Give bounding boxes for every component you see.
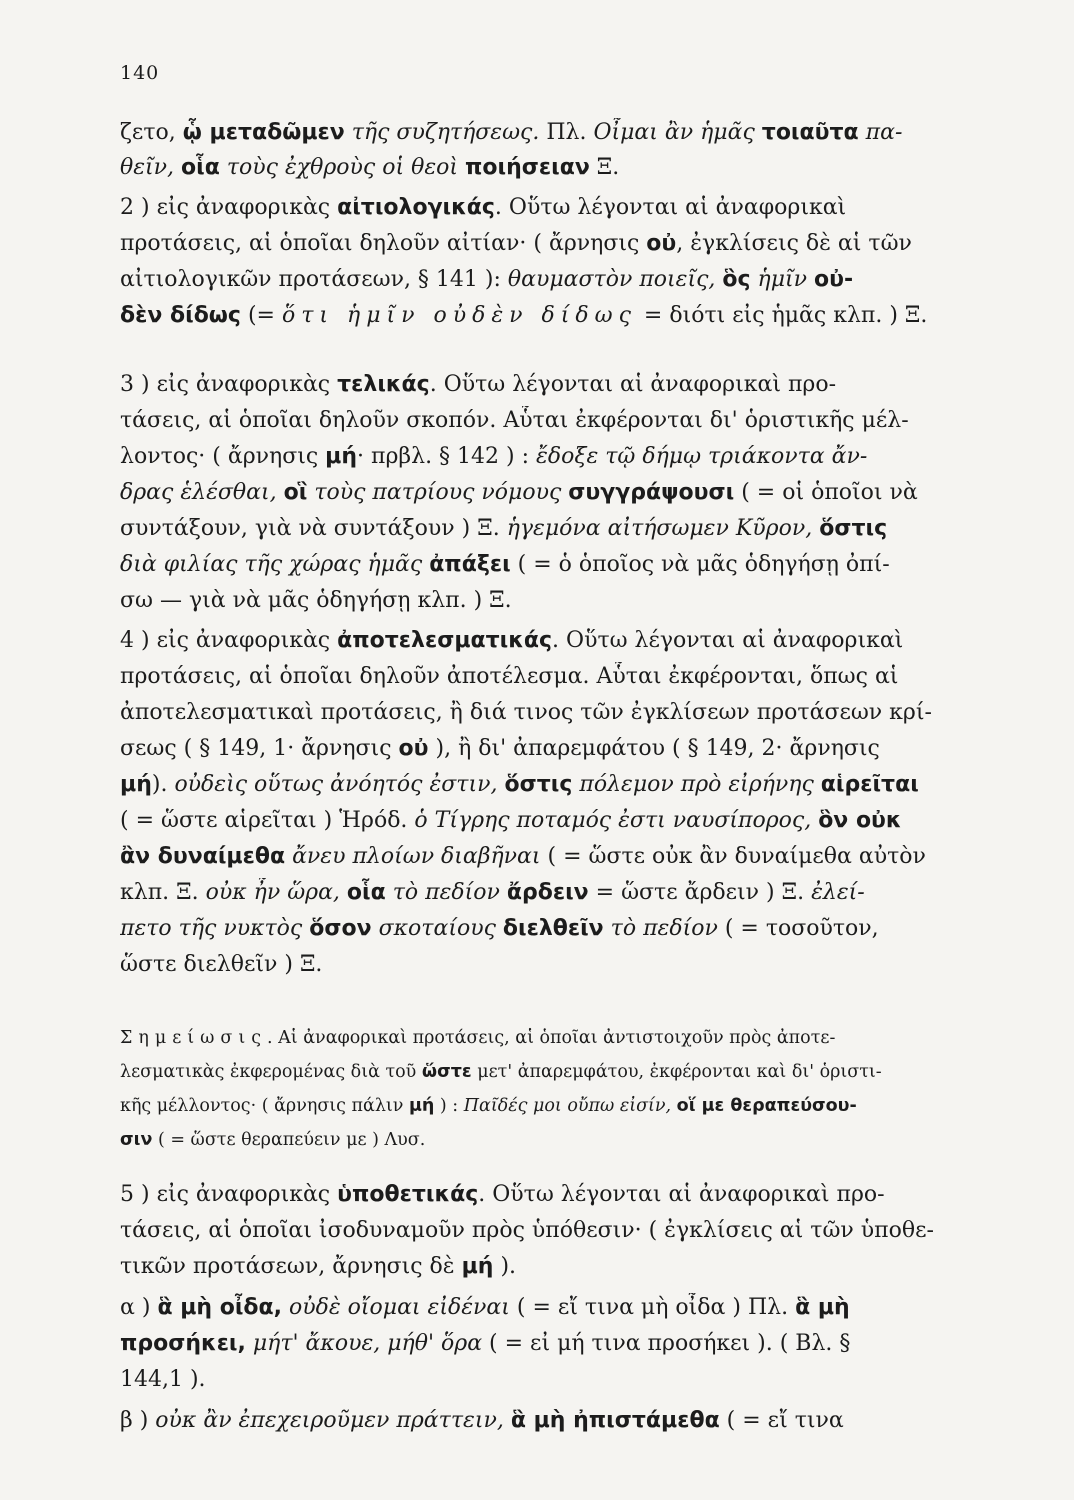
text-run: τῆς συζητήσεως. [344, 120, 540, 145]
text-run: = ὥστε ἄρδειν ) Ξ. [588, 880, 812, 905]
text-run: ) : [434, 1096, 464, 1116]
text-run: ( = οἱ ὁποῖοι νὰ [734, 480, 918, 505]
text-line [120, 1293, 1000, 1323]
text-run: · πρβλ. § 142 ) : [357, 444, 537, 469]
bold-term: ὃν οὐκ [818, 808, 902, 833]
text-line [120, 1125, 1000, 1155]
text-run: Σημείωσις [120, 1028, 268, 1048]
text-run: . Αἱ ἀναφορικαὶ προτάσεις, αἱ ὁποῖαι ἀντιστοιχοῦν πρὸς ἀποτε- [267, 1028, 836, 1048]
text-run: κῆς μέλλοντος· ( ἄρνησις πάλιν [120, 1096, 409, 1116]
bold-term: αἱρεῖται [820, 772, 919, 797]
text-run: σεως ( § 149, 1· ἄρνησις [120, 736, 399, 761]
bold-term: ἃ μὴ [795, 1295, 850, 1320]
text-line [120, 1091, 1000, 1121]
text-run: ( = εἴ τινα μὴ οἶδα ) Πλ. [516, 1295, 796, 1320]
text-run: . Οὕτω λέγονται αἱ ἀναφορικαὶ [552, 628, 904, 653]
bold-term: ὅστις [819, 516, 888, 541]
text-run: ( = τοσοῦτον, [724, 916, 879, 941]
text-run: οὐκ ἂν ἐπεχειροῦμεν πράττειν, [155, 1408, 511, 1433]
text-line [120, 229, 1000, 259]
bold-term: δὲν δίδως [120, 303, 241, 328]
bold-term: οὐ [646, 231, 677, 256]
text-run: οὐδὲ οἴομαι εἰδέναι [282, 1295, 517, 1320]
bold-term: ἀπάξει [429, 552, 511, 577]
text-line [120, 950, 1000, 980]
text-line [120, 878, 1000, 908]
text-run: ( = ὥστε αἱρεῖται ) Ἡρόδ. [120, 808, 415, 833]
text-run: πα- [858, 120, 903, 145]
text-line [120, 193, 1000, 223]
text-run: σκοταίους [371, 916, 503, 941]
text-run: πετο τῆς νυκτὸς [120, 916, 310, 941]
text-run: ὁ Τίγρης ποταμός ἐστι ναυσίπορος, [414, 808, 819, 833]
text-run: τὸ πεδίον [603, 916, 725, 941]
text-run: . Οὕτω λέγονται αἱ ἀναφορικαὶ προ- [429, 372, 837, 397]
bold-term: ἄρδειν [506, 880, 589, 905]
text-run: ἀποτελεσματικαὶ προτάσεις, ἢ διά τινος τῶν ἐγκλίσεων προτάσεων κρί- [120, 700, 932, 725]
text-run: 5 ) εἰς ἀναφορικὰς [120, 1182, 338, 1207]
text-line [120, 734, 1000, 764]
bold-term: ὅστις [504, 772, 573, 797]
text-line [120, 442, 1000, 472]
bold-term: οἵ με θεραπεύσου- [676, 1096, 857, 1116]
text-run: λοντος· ( ἄρνησις [120, 444, 326, 469]
text-run: ἐλεί- [811, 880, 865, 905]
bold-term: οἳ [283, 480, 308, 505]
bold-term: ἂν δυναίμεθα [120, 844, 286, 869]
text-run: τὸ πεδίον [385, 880, 507, 905]
bold-term: μή [461, 1254, 494, 1279]
text-run: β ) [120, 1408, 156, 1433]
text-run: ( = εἰ μή τινα προσήκει ). ( Βλ. § [489, 1331, 851, 1356]
text-run: ( = ὁ ὁποῖος νὰ μᾶς ὁδηγήσῃ ὀπί- [510, 552, 890, 577]
bold-term: ποιήσειαν [465, 155, 590, 180]
text-run: λεσματικὰς ἐκφερομένας διὰ τοῦ [120, 1062, 422, 1082]
text-line [120, 265, 1000, 295]
text-run: προτάσεις, αἱ ὁποῖαι δηλοῦν ἀποτέλεσμα. Αὗται ἐκφέρονται, ὅπως αἱ [120, 664, 899, 689]
text-run: Παῖδές μοι οὔπω εἰσίν, [463, 1096, 677, 1116]
text-run: πόλεμον πρὸ εἰρήνης [572, 772, 821, 797]
text-line [120, 370, 1000, 400]
bold-term: ὃς [722, 267, 751, 292]
text-run: τικῶν προτάσεων, ἄρνησις δὲ [120, 1254, 462, 1279]
text-run: Ξ. [589, 155, 620, 180]
bold-term: μή [325, 444, 358, 469]
bold-term: συγγράψουσι [568, 480, 735, 505]
text-line [120, 1180, 1000, 1210]
text-line [120, 662, 1000, 692]
page-number: 140 [120, 62, 160, 84]
bold-term: ἃ μὴ οἶδα, [157, 1295, 282, 1320]
text-line [120, 1252, 1000, 1282]
text-run: προτάσεις, αἱ ὁποῖαι δηλοῦν αἰτίαν· ( ἄρνησις [120, 231, 647, 256]
text-line [120, 698, 1000, 728]
text-run: . Οὕτω λέγονται αἱ ἀναφορικαὶ προ- [478, 1182, 885, 1207]
text-run: οὐκ ἦν ὥρα, [205, 880, 347, 905]
text-line [120, 301, 1000, 331]
text-line [120, 842, 1000, 872]
text-run: ). [493, 1254, 517, 1279]
text-run: = διότι εἰς ἡμᾶς κλπ. ) Ξ. [636, 303, 928, 328]
bold-term: ἀποτελεσματικάς [337, 628, 553, 653]
text-run: αἰτιολογικῶν προτάσεων, § 141 ): [120, 267, 508, 292]
bold-term: τελικάς [337, 372, 430, 397]
text-run: κλπ. Ξ. [120, 880, 206, 905]
text-run: α ) [120, 1295, 158, 1320]
text-line [120, 586, 1000, 616]
text-run: μήτ' ἄκουε, μήθ' ὅρα [245, 1331, 490, 1356]
text-line [120, 1216, 1000, 1246]
text-run: Πλ. [539, 120, 594, 145]
text-run: τάσεις, αἱ ὁποῖαι ἰσοδυναμοῦν πρὸς ὑπόθεσιν· ( ἐγκλίσεις αἱ τῶν ὑποθε- [120, 1218, 934, 1243]
bold-term: οὐ [398, 736, 429, 761]
text-run: . Οὕτω λέγονται αἱ ἀναφορικαὶ [494, 195, 847, 220]
bold-term: αἰτιολογικάς [337, 195, 495, 220]
bold-term: οἷα [181, 155, 220, 180]
text-run: δρας ἑλέσθαι, [120, 480, 284, 505]
text-line [120, 1365, 1000, 1395]
text-run: , ἐγκλίσεις δὲ αἱ τῶν [676, 231, 912, 256]
text-line [120, 153, 1000, 183]
text-run: τοὺς πατρίους νόμους [307, 480, 569, 505]
text-run: ( = ὥστε θεραπεύειν με ) Λυσ. [152, 1130, 426, 1150]
text-run: οὐδεὶς οὕτως ἀνόητός ἐστιν, [174, 772, 505, 797]
text-line [120, 514, 1000, 544]
bold-term: οὐ- [814, 267, 854, 292]
text-run: Οἶμαι ἂν ἡμᾶς [593, 120, 762, 145]
bold-term: τοιαῦτα [761, 120, 859, 145]
text-run: ἡμῖν [750, 267, 815, 292]
text-run: σω — γιὰ νὰ μᾶς ὁδηγήσῃ κλπ. ) Ξ. [120, 588, 512, 613]
bold-term: μή [120, 772, 152, 797]
text-run: μετ' ἀπαρεμφάτου, ἐκφέρονται καὶ δι' ὁριστι- [471, 1062, 882, 1082]
text-run: 2 ) εἰς ἀναφορικὰς [120, 195, 338, 220]
text-run: ), ἢ δι' ἀπαρεμφάτου ( § 149, 2· ἄρνησις [428, 736, 880, 761]
text-run: θεῖν, [120, 155, 182, 180]
text-run: ζετο, [120, 120, 183, 145]
bold-term: σιν [120, 1130, 153, 1150]
text-run: 4 ) εἰς ἀναφορικὰς [120, 628, 338, 653]
text-line [120, 1406, 1000, 1436]
bold-term: οἷα [346, 880, 386, 905]
bold-term: ὅσον [309, 916, 372, 941]
text-run: 3 ) εἰς ἀναφορικὰς [120, 372, 338, 397]
bold-term: διελθεῖν [502, 916, 604, 941]
text-run: ἔδοξε τῷ δήμῳ τριάκοντα ἄν- [536, 444, 868, 469]
text-run: 144,1 ). [120, 1367, 206, 1392]
text-run: ( = ὥστε οὐκ ἂν δυναίμεθα αὐτὸν [547, 844, 926, 869]
text-run: ἄνευ πλοίων διαβῆναι [285, 844, 548, 869]
text-line [120, 1023, 1000, 1053]
text-run: ἡγεμόνα αἰτήσωμεν Κῦρον, [506, 516, 820, 541]
text-line [120, 914, 1000, 944]
bold-term: ᾧ μεταδῶμεν [182, 120, 345, 145]
text-run: συντάξουν, γιὰ νὰ συντάξουν ) Ξ. [120, 516, 507, 541]
text-line [120, 1329, 1000, 1359]
text-run: τοὺς ἐχθροὺς οἱ θεοὶ [219, 155, 465, 180]
text-run: (= [240, 303, 282, 328]
text-run: ὅτι ἡμῖν οὐδὲν δίδως [281, 303, 637, 328]
text-line [120, 626, 1000, 656]
bold-term: ὥστε [421, 1062, 472, 1082]
text-run: ὥστε διελθεῖν ) Ξ. [120, 952, 323, 977]
text-line [120, 478, 1000, 508]
bold-term: προσήκει, [120, 1331, 246, 1356]
text-line [120, 806, 1000, 836]
text-run: ). [151, 772, 175, 797]
text-line [120, 770, 1000, 800]
text-line [120, 1057, 1000, 1087]
bold-term: μή [409, 1096, 435, 1116]
text-line [120, 406, 1000, 436]
bold-term: ἃ μὴ ἠπιστάμεθα [510, 1408, 720, 1433]
text-line [120, 550, 1000, 580]
text-run: θαυμαστὸν ποιεῖς, [507, 267, 723, 292]
text-run: τάσεις, αἱ ὁποῖαι δηλοῦν σκοπόν. Αὗται ἐκφέρονται δι' ὁριστικῆς μέλ- [120, 408, 909, 433]
text-run: διὰ φιλίας τῆς χώρας ἡμᾶς [120, 552, 430, 577]
bold-term: ὑποθετικάς [337, 1182, 479, 1207]
text-run: ( = εἴ τινα [719, 1408, 844, 1433]
text-line [120, 118, 1000, 148]
